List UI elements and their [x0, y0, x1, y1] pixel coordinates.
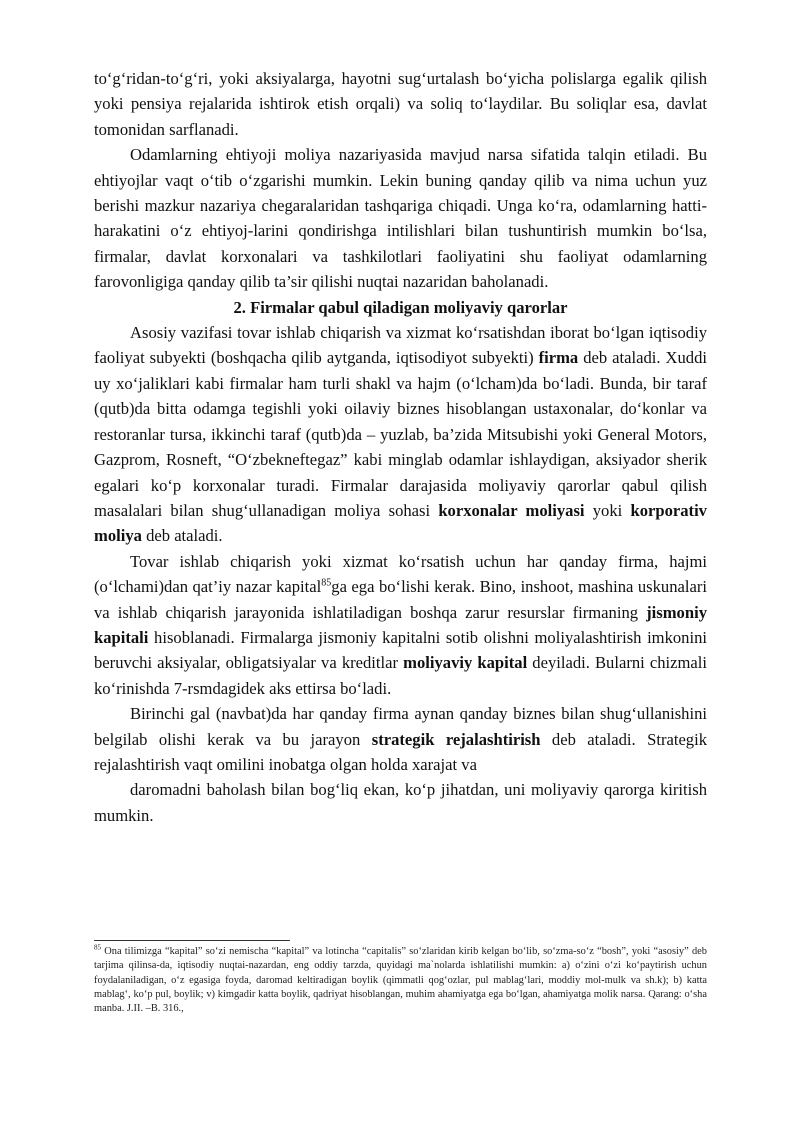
- term-strategik-rejalashtirish: strategik rejalashtirish: [371, 729, 541, 749]
- paragraph-3-text-g: deb ataladi.: [141, 526, 223, 546]
- paragraph-4-text-f: deyiladi. Bularni chizmali ko‘rinishda 7-rsmdagidek aks ettirsa bo‘ladi.: [94, 653, 708, 698]
- paragraph-6: daromadni baholash bilan bog‘liq ekan, ko‘p jihatdan, uni moliyaviy qarorga kiritish mumkin.: [94, 780, 707, 825]
- paragraph-4: [94, 549, 707, 701]
- footnote-text: Ona tilimizga “kapital” so‘zi nemischa “kapital” va lotincha “capitalis” so‘zlaridan kirib kelgan bo‘lib, so‘zma-so‘z “bosh”, yoki “asosiy” deb tarjima qilinsa-da, iqtisodiy nuqtai-nazardan, eng oddiy tarzda, quyidagi ma`nolarda ishlatilishi mumkin: a) o‘zini o‘zi ko‘paytirish uchun foydalaniladigan, o‘z egasiga foyda, daromad keltiradigan boylik (qimmatli qog‘ozlar, pul mablag‘lari, moddiy mol-mulk va sh.k); b) katta mablag‘, ko‘p pul, boylik; v) kimgadir katta boylik, qadriyat hisoblangan, muhim ahamiyatga ega bo‘lgan, ahamiyatga molik narsa. Qarang: o‘sha manba. J.II. –B. 316.,: [94, 946, 707, 1015]
- paragraph-4-text-b: ga ega bo‘lishi kerak. Bino, inshoot, mashina uskunalari va ishlab chiqarish jarayonida ishlatiladigan boshqa zarur resurslar firmaning: [94, 577, 707, 622]
- paragraph-5-text-a: Birinchi gal (navbat)da har qanday firma aynan qanday biznes bilan shug‘ullanishini belgilab olishi kerak va bu jarayon: [94, 704, 707, 749]
- paragraph-3-text-a: Asosiy vazifasi tovar ishlab chiqarish va xizmat ko‘rsatishdan iborat bo‘lgan iqtisodiy faoliyat subyekti (boshqacha qilib aytganda, iqtisodiyot subyekti): [94, 323, 707, 368]
- paragraph-3-text-c: deb ataladi. Xuddi uy xo‘jaliklari kabi firmalar ham turli shakl va hajm (o‘lcham)da bo‘ladi. Bunda, bir taraf (qutb)da bitta odamga tegishli yoki oilaviy biznes hisoblangan ustaxonalar, do‘konlar va restoranlar tursa, ikkinchi taraf (qutb)da – yuzlab, ba’zida Mitsubishi yoki General Motors, Gazprom, Rosneft, “O‘zbekneftegaz” kabi minglab odamlar ishlaydigan, aksiyador sherik egalari ko‘p korxonalar turadi. Firmalar darajasida moliyaviy qarorlar qabul qilish masalalari bilan shug‘ullanadigan moliya sohasi: [94, 348, 707, 520]
- footnote-ref: 85: [321, 577, 332, 589]
- footnote: [94, 945, 707, 1016]
- paragraph-4-text-a: Tovar ishlab chiqarish yoki xizmat ko‘rsatish uchun har qanday firma, hajmi (o‘lchami)dan qat’iy nazar kapital: [94, 551, 707, 597]
- footnote-number: 85: [94, 943, 101, 952]
- term-korporativ-moliya: korporativ moliya: [94, 500, 707, 546]
- footnote-separator: [94, 940, 290, 941]
- term-korxonalar-moliyasi: korxonalar moliyasi: [438, 500, 585, 520]
- paragraph-5-text-c: deb ataladi. Strategik rejalashtirish vaqt omilini inobatga olgan holda xarajat va: [94, 729, 708, 774]
- paragraph-4-text-d: hisoblanadi. Firmalarga jismoniy kapitalni sotib olishni moliyalashtirish imkonini beruvchi aksiyalar, obligatsiyalar va kreditlar: [94, 627, 707, 673]
- paragraph-1: to‘g‘ridan-to‘g‘ri, yoki aksiyalarga, hayotni sug‘urtalash bo‘yicha polislarga egalik qilish yoki pensiya rejalarida ishtirok etish orqali) va soliq to‘laydilar. Bu soliqlar esa, davlat tomonidan sarflanadi.: [94, 69, 707, 139]
- paragraph-5: [94, 701, 707, 777]
- paragraph-3-text-e: yoki: [584, 500, 631, 520]
- paragraph-2: Odamlarning ehtiyoji moliya nazariyasida mavjud narsa sifatida talqin etiladi. Bu ehtiyojlar vaqt o‘tib o‘zgarishi mumkin. Lekin buning qanday qilib va nima uchun yuz berishi mazkur nazariya chegaralaridan tashqariga chiqadi. Unga ko‘ra, odamlarning hatti-harakatini o‘z ehtiyoj-larini qondirishga intilishlari bilan tushuntirish mumkin bo‘lsa, firmalar, davlat korxonalari va tashkilotlari faoliyatini shu faoliyat odamlarning farovonligiga qanday qilib ta’sir qilishi nuqtai nazaridan baholanadi.: [94, 145, 707, 292]
- term-jismoniy-kapitali: jismoniy kapitali: [94, 602, 707, 647]
- term-firma: firma: [538, 348, 579, 368]
- page-body: [94, 66, 707, 828]
- paragraph-3: [94, 320, 707, 549]
- section-heading: 2. Firmalar qabul qiladigan moliyaviy qarorlar: [233, 297, 568, 317]
- term-moliyaviy-kapital: moliyaviy kapital: [403, 653, 528, 673]
